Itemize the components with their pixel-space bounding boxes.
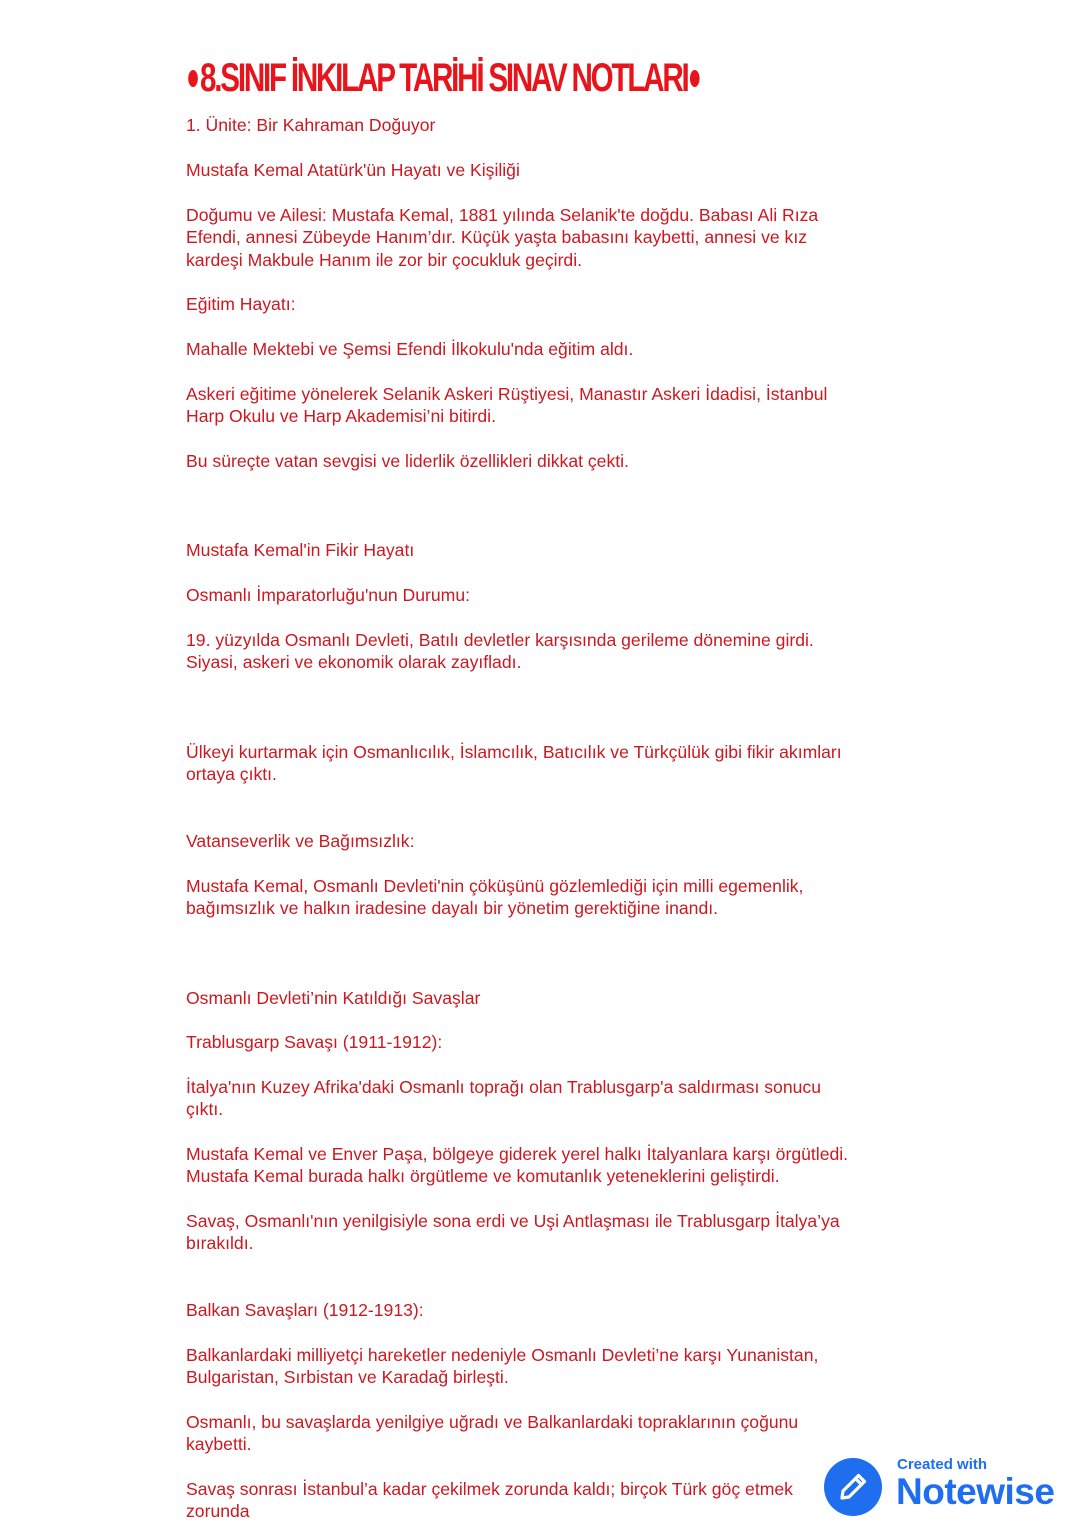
unit-heading: 1. Ünite: Bir Kahraman Doğuyor: [186, 115, 436, 135]
text-line: çıktı.: [186, 1099, 224, 1119]
subsection-heading: Vatanseverlik ve Bağımsızlık:: [186, 831, 415, 851]
text-line: Osmanlı, bu savaşlarda yenilgiye uğradı ve Balkanlardaki topraklarının çoğunu: [186, 1412, 799, 1432]
text-line: Mustafa Kemal ve Enver Paşa, bölgeye giderek yerel halkı İtalyanlara karşı örgütledi.: [186, 1144, 849, 1164]
notewise-logo: [824, 1458, 882, 1516]
text-line: Bulgaristan, Sırbistan ve Karadağ birleşti.: [186, 1367, 509, 1387]
subsection-heading: Balkan Savaşları (1912-1913):: [186, 1300, 424, 1320]
title-text: 8.SINIF İNKILAP TARİHİ SINAV NOTLARI: [200, 55, 688, 100]
pen-icon: [837, 1471, 869, 1503]
bullet-dot-left: [188, 70, 198, 87]
subsection-heading: Eğitim Hayatı:: [186, 294, 296, 314]
text-line: Savaş, Osmanlı'nın yenilgisiyle sona erdi ve Uşi Antlaşması ile Trablusgarp İtalya’ya: [186, 1211, 840, 1231]
created-with-label: Created with: [897, 1456, 988, 1473]
text-line: Doğumu ve Ailesi: Mustafa Kemal, 1881 yılında Selanik'te doğdu. Babası Ali Rıza: [186, 205, 819, 225]
text-line: Balkanlardaki milliyetçi hareketler nedeniyle Osmanlı Devleti’ne karşı Yunanistan,: [186, 1345, 819, 1365]
text-line: Siyasi, askeri ve ekonomik olarak zayıfladı.: [186, 652, 522, 672]
text-line: Askeri eğitime yönelerek Selanik Askeri Rüştiyesi, Manastır Askeri İdadisi, İstanbul: [186, 384, 828, 404]
section-heading: Osmanlı Devleti’nin Katıldığı Savaşlar: [186, 988, 481, 1008]
text-line: ortaya çıktı.: [186, 764, 277, 784]
section-heading: Mustafa Kemal'in Fikir Hayatı: [186, 540, 415, 560]
text-line: kardeşi Makbule Hanım ile zor bir çocukluk geçirdi.: [186, 250, 583, 270]
text-line: Bu süreçte vatan sevgisi ve liderlik özellikleri dikkat çekti.: [186, 451, 629, 471]
text-line: 19. yüzyılda Osmanlı Devleti, Batılı devletler karşısında gerileme dönemine girdi.: [186, 630, 814, 650]
text-line: Harp Okulu ve Harp Akademisi’ni bitirdi.: [186, 406, 496, 426]
bullet-dot-right: [690, 70, 700, 87]
text-line: İtalya'nın Kuzey Afrika'daki Osmanlı toprağı olan Trablusgarp'a saldırması sonucu: [186, 1077, 821, 1097]
text-line: bağımsızlık ve halkın iradesine dayalı bir yönetim gerektiğine inandı.: [186, 898, 719, 918]
text-line: kaybetti.: [186, 1434, 252, 1454]
brand-name: Notewise: [896, 1471, 1055, 1512]
text-line: Savaş sonrası İstanbul’a kadar çekilmek zorunda kaldı; birçok Türk göç etmek: [186, 1479, 793, 1499]
text-line: Mahalle Mektebi ve Şemsi Efendi İlkokulu'nda eğitim aldı.: [186, 339, 634, 359]
text-line: zorunda: [186, 1501, 250, 1521]
text-line: Mustafa Kemal burada halkı örgütleme ve komutanlık yeteneklerini geliştirdi.: [186, 1166, 780, 1186]
text-line: Ülkeyi kurtarmak için Osmanlıcılık, İslamcılık, Batıcılık ve Türkçülük gibi fikir akımları: [186, 742, 842, 762]
text-line: Efendi, annesi Zübeyde Hanım’dır. Küçük yaşta babasını kaybetti, annesi ve kız: [186, 227, 808, 247]
subsection-heading: Trablusgarp Savaşı (1911-1912):: [186, 1032, 443, 1052]
text-line: bırakıldı.: [186, 1233, 254, 1253]
subsection-heading: Osmanlı İmparatorluğu'nun Durumu:: [186, 585, 471, 605]
text-line: Mustafa Kemal, Osmanlı Devleti'nin çöküşünü gözlemlediği için milli egemenlik,: [186, 876, 804, 896]
page-title: [186, 52, 702, 104]
section-heading: Mustafa Kemal Atatürk'ün Hayatı ve Kişiliği: [186, 160, 520, 180]
notewise-badge: [824, 1454, 1074, 1524]
